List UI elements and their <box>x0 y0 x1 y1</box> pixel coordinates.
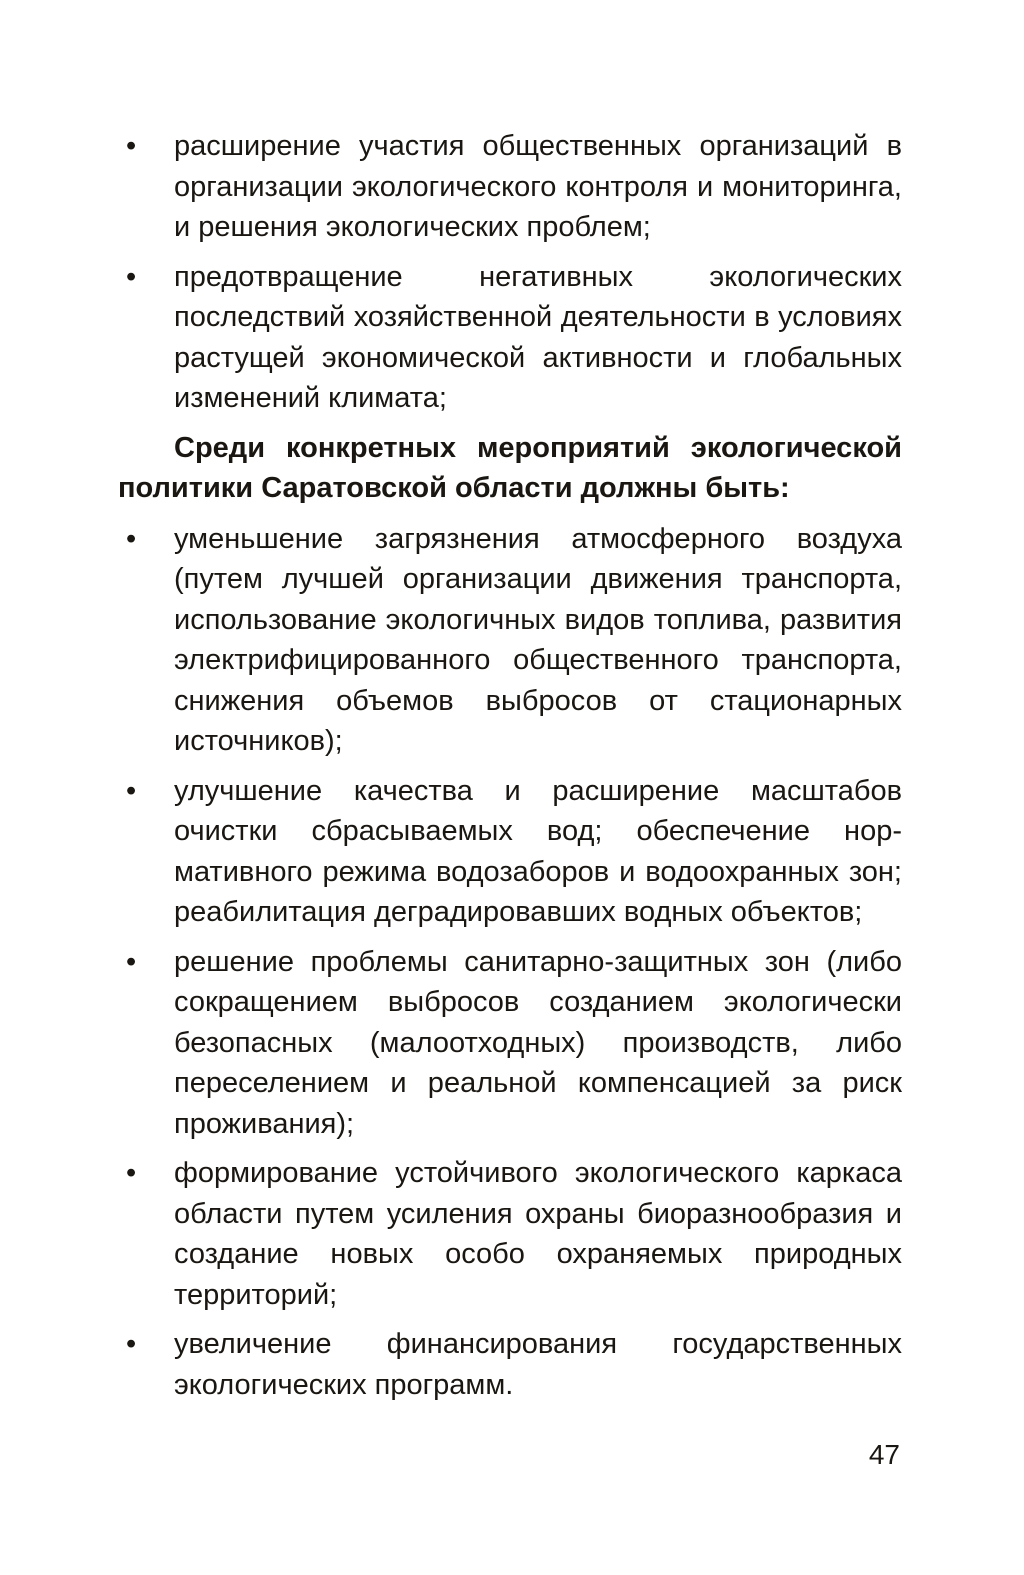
list-item-text: решение проблемы санитарно-защитных зон (либо сокращением выбросов созданием экологически безопасных (малоотходных) производств, либо переселением и реальной компенсацией за риск проживания); <box>174 945 902 1140</box>
list-item <box>118 1324 902 1405</box>
bullet-icon: • <box>126 130 137 162</box>
bullet-icon: • <box>126 1157 137 1189</box>
list-item <box>118 771 902 933</box>
bullet-icon: • <box>126 522 137 555</box>
list-item <box>118 126 902 248</box>
list-item <box>118 519 902 762</box>
list-item <box>118 257 902 419</box>
bullet-icon: • <box>126 774 137 807</box>
bullet-icon: • <box>126 1328 137 1360</box>
list-item <box>118 1153 902 1315</box>
list-item-text: улучшение качества и расширение масштабов очистки сбрасываемых вод; обеспечение нормативного режима водозаборов и водоохранных зон; реабилитация деградировавших водных объектов; <box>174 774 902 928</box>
bullet-list-goals <box>118 126 902 419</box>
list-item-text: увеличение финансирования государственных экологических программ. <box>174 1328 902 1401</box>
bullet-list-measures <box>118 519 902 1406</box>
list-item-text: расширение участия общественных организаций в организации экологического контроля и мониторинга, и решения экологических проблем; <box>174 130 902 243</box>
list-item <box>118 942 902 1145</box>
section-heading: Среди конкретных мероприятий экологической политики Саратовской области должны быть: <box>118 431 902 504</box>
page-number: 47 <box>868 1439 900 1470</box>
bullet-icon: • <box>126 945 137 978</box>
list-item-text: предотвращение негативных экологических последствий хозяйственной деятельности в условиях растущей экономической активности и глобальных изменений климата; <box>174 260 902 414</box>
list-item-text: уменьшение загрязнения атмосферного воздуха (путем лучшей организации движения транспорта, использование экологичных видов топлива, развития электрифицированного общественного транспорта, снижения объемов выбросов от стационарных источников); <box>174 522 902 757</box>
bullet-icon: • <box>126 260 137 293</box>
list-item-text: формирование устойчивого экологического каркаса области путем усиления охраны биоразнообразия и создание новых особо охраняемых природных территорий; <box>174 1157 902 1311</box>
page-content <box>118 126 902 1414</box>
